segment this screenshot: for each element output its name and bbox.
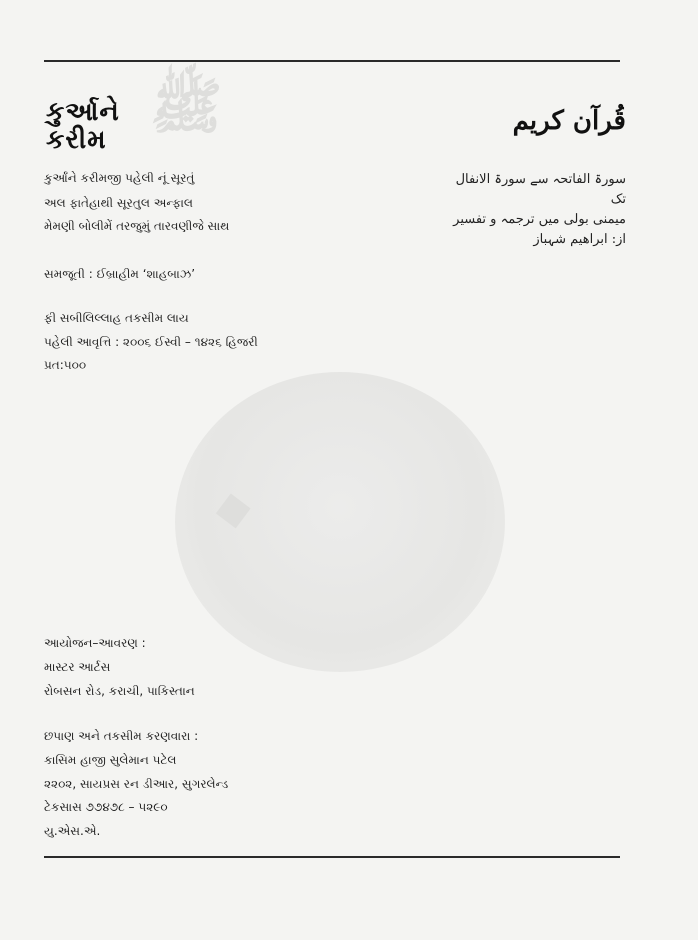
edition-line: ફી સબીલિલ્લાહ તકસીમ લાય xyxy=(44,311,189,325)
top-rule xyxy=(44,60,620,62)
publisher-country: યુ.એસ.એ. xyxy=(44,824,101,838)
publisher-address: ૨૨૦૨, સાયપ્રસ રન ડીઆર, સુગરલેન્ડ xyxy=(44,777,229,791)
gujarati-logo-line1: કુર્આને xyxy=(46,97,120,127)
watermark-glyph: ﷺ xyxy=(150,72,223,142)
print-count: પ્રત:૫૦૦ xyxy=(44,358,87,372)
gujarati-logo xyxy=(46,98,120,154)
edition-line: પહેલી આવૃત્તિ : ૨૦૦૬ ઈસ્વી – ૧૪૨૬ હિજરી xyxy=(44,335,258,349)
publisher-address: ટેકસાસ ૭૭૪૭૮ – ૫૨૯૦ xyxy=(44,800,168,814)
translator-line: સમજૂતી : ઈબ્રાહીમ ‘શાહબાઝ’ xyxy=(44,267,196,281)
gujarati-logo-line2: કરીમ xyxy=(46,125,107,155)
publisher-name: કાસિમ હાજી સુલેમાન પટેલ xyxy=(44,753,177,767)
intro-line: કુર્આંને કરીમજી પહેલી નૂં સૂરતું xyxy=(44,171,195,185)
design-line: માસ્ટર આર્ટસ xyxy=(44,660,111,674)
intro-line: મેમણી બોલીમેં તરજુમું તારવણીજે સાથ xyxy=(44,219,230,233)
urdu-line: میمنی بولی میں ترجمہ و تفسیر xyxy=(453,212,626,227)
design-heading: આયોજન–આવરણ : xyxy=(44,636,146,650)
publisher-heading: છપાણ અને તકસીમ કરણવારા : xyxy=(44,729,199,743)
design-address: રોબસન રોડ, કરાચી, પાકિસ્તાન xyxy=(44,684,195,698)
watermark-glyph: ◆ xyxy=(211,477,254,537)
urdu-line: از: ابراھیم شہباز xyxy=(533,232,626,247)
urdu-logo: قُرآن کریم xyxy=(512,106,626,136)
urdu-line: سورۃ الفاتحہ سے سورۃ الانفال تک xyxy=(455,172,626,207)
bottom-rule xyxy=(44,856,620,858)
intro-line: અલ ફાતેહાથી સૂરતુલ અન્ફાલ xyxy=(44,196,193,210)
urdu-description xyxy=(452,170,626,250)
